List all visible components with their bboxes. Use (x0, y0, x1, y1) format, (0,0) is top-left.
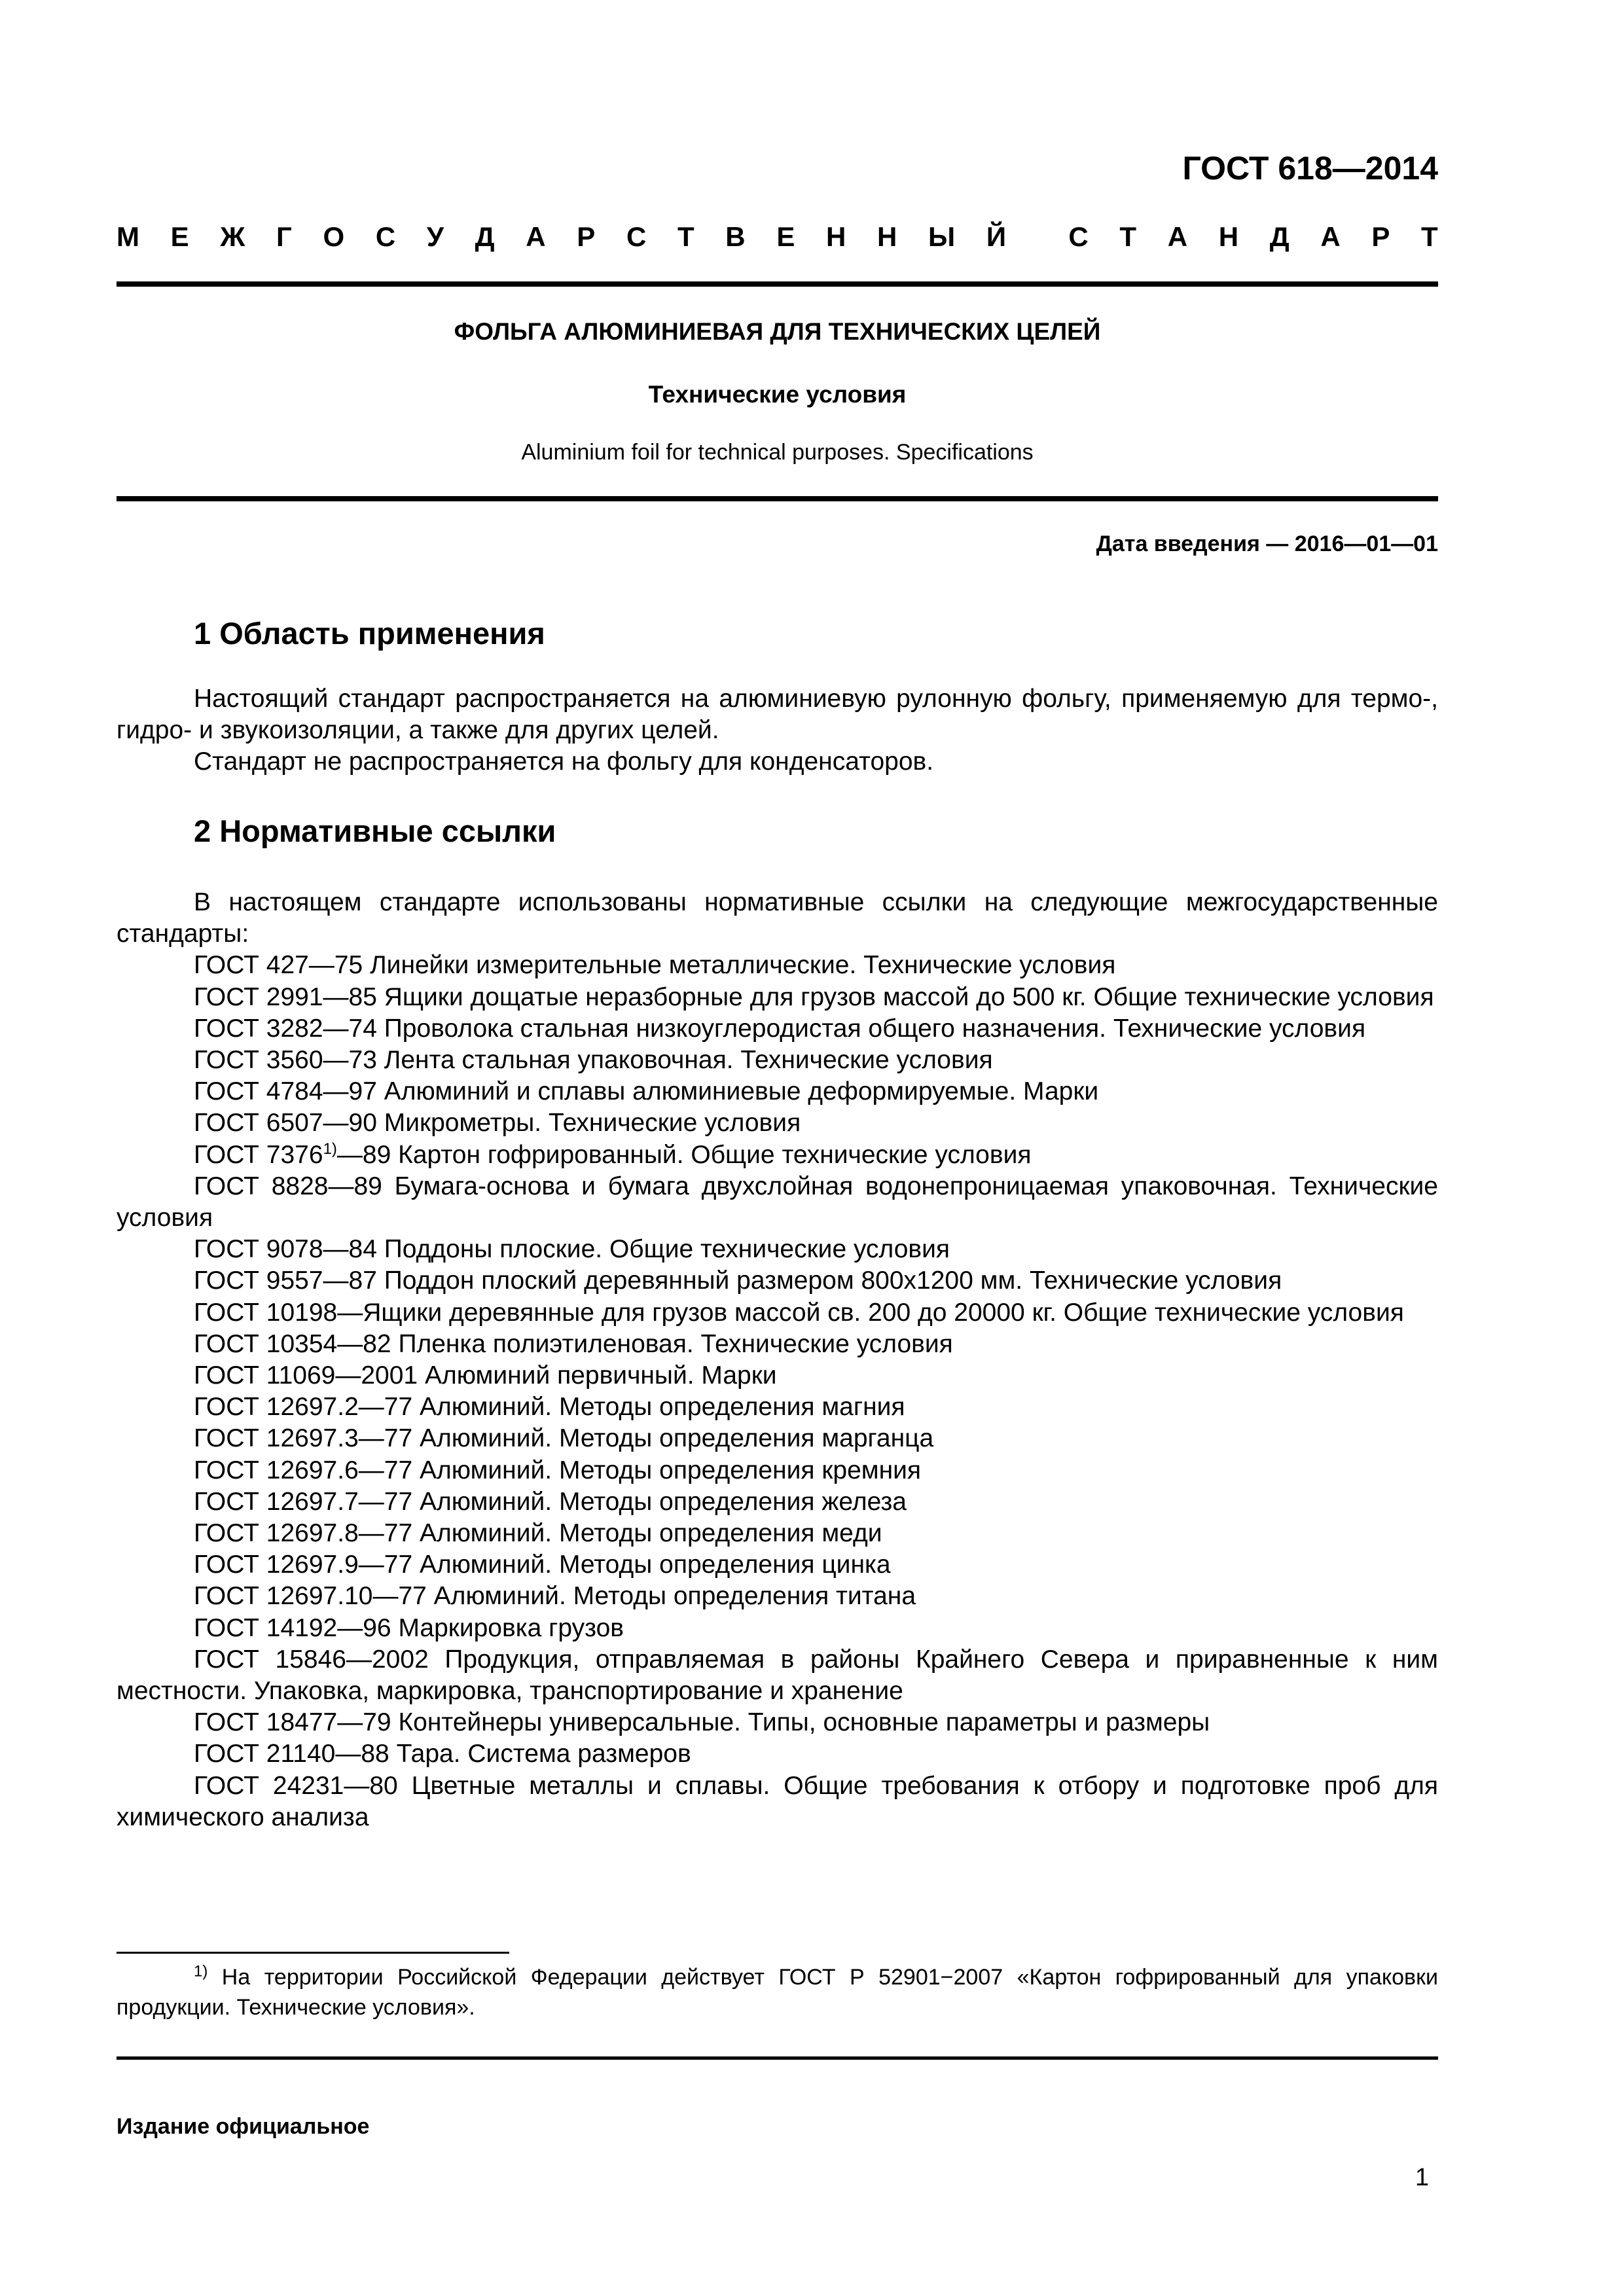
reference-item: ГОСТ 3282—74 Проволока стальная низкоуглеродистая общего назначения. Технические условия (194, 1014, 1366, 1043)
banner-letter: М (117, 221, 139, 252)
reference-item-with-footnote (117, 1139, 1438, 1171)
banner-letter: Г (276, 221, 292, 252)
banner-letter: А (1320, 221, 1341, 252)
normative-references (117, 887, 1438, 1833)
reference-item: ГОСТ 15846—2002 Продукция, отправляемая в районы Крайнего Севера и приравненные к ним местности. Упаковка, маркировка, транспортирование и хранение (117, 1645, 1438, 1706)
reference-item: ГОСТ 12697.8—77 Алюминий. Методы определения меди (194, 1519, 882, 1548)
footnote (117, 1962, 1438, 2022)
reference-item: ГОСТ 427—75 Линейки измерительные металлические. Технические условия (194, 951, 1116, 980)
banner-letter: Ы (928, 221, 956, 252)
banner-letter: Т (677, 221, 695, 252)
banner-letter: Р (1371, 221, 1390, 252)
references-intro: В настоящем стандарте использованы нормативные ссылки на следующие межгосударственные стандарты: (117, 888, 1438, 948)
banner-letter: Н (1218, 221, 1239, 252)
reference-text: —89 Картон гофрированный. Общие технические условия (336, 1140, 1032, 1169)
section-1-paragraph: Настоящий стандарт распространяется на алюминиевую рулонную фольгу, применяемую для термо-, гидро- и звукоизоляции, а также для других целей. (117, 685, 1438, 745)
header-divider (117, 281, 1438, 287)
banner-letter: Й (986, 221, 1007, 252)
reference-item: ГОСТ 10198—Ящики деревянные для грузов массой св. 200 до 20000 кг. Общие технические условия (194, 1298, 1404, 1327)
page-number: 1 (1415, 2164, 1429, 2191)
subtitle-russian: Технические условия (648, 381, 907, 408)
reference-item: ГОСТ 9557—87 Поддон плоский деревянный размером 800х1200 мм. Технические условия (194, 1266, 1282, 1295)
reference-item: ГОСТ 18477—79 Контейнеры универсальные. Типы, основные параметры и размеры (194, 1708, 1210, 1737)
reference-item: ГОСТ 12697.7—77 Алюминий. Методы определения железа (194, 1487, 907, 1516)
reference-item: ГОСТ 12697.6—77 Алюминий. Методы определения кремния (194, 1456, 922, 1484)
reference-item: ГОСТ 2991—85 Ящики дощатые неразборные для грузов массой до 500 кг. Общие технические условия (194, 982, 1434, 1011)
title-english: Aluminium foil for technical purposes. Specifications (521, 440, 1034, 465)
section-1-paragraph: Стандарт не распространяется на фольгу для конденсаторов. (194, 747, 934, 776)
footer-divider (117, 2056, 1438, 2060)
banner-letter: У (426, 221, 444, 252)
section-1-heading: 1 Область применения (194, 616, 545, 651)
reference-item: ГОСТ 6507—90 Микрометры. Технические условия (194, 1109, 801, 1138)
reference-item: ГОСТ 12697.9—77 Алюминий. Методы определения цинка (194, 1551, 891, 1579)
banner-letter: Е (170, 221, 189, 252)
banner-letter: Ж (220, 221, 245, 252)
reference-item: ГОСТ 14192—96 Маркировка грузов (194, 1613, 624, 1642)
section-1-body (117, 683, 1438, 778)
footnote-separator (117, 1952, 509, 1954)
reference-item: ГОСТ 3560—73 Лента стальная упаковочная. Технические условия (194, 1046, 993, 1075)
banner-letter: С (626, 221, 647, 252)
banner-letter: Н (826, 221, 846, 252)
banner-letter: А (1167, 221, 1188, 252)
banner-letter: С (375, 221, 396, 252)
footnote-marker: 1) (323, 1139, 337, 1158)
banner-letter: А (526, 221, 546, 252)
official-edition-label: Издание официальное (117, 2114, 370, 2139)
banner-letter: Д (1269, 221, 1290, 252)
reference-item: ГОСТ 12697.2—77 Алюминий. Методы определения магния (194, 1393, 905, 1422)
reference-item: ГОСТ 9078—84 Поддоны плоские. Общие технические условия (194, 1235, 950, 1264)
reference-item: ГОСТ 21140—88 Тара. Система размеров (194, 1740, 691, 1768)
banner-letter: Р (577, 221, 596, 252)
banner-letter: В (725, 221, 746, 252)
section-2-heading: 2 Нормативные ссылки (194, 814, 556, 848)
footnote-text: На территории Российской Федерации действует ГОСТ Р 52901−2007 «Картон гофрированный для упаковки продукции. Технические условия». (117, 1965, 1438, 2020)
reference-code: ГОСТ 7376 (194, 1140, 323, 1169)
banner-letter: Д (475, 221, 495, 252)
footnote-marker: 1) (194, 1962, 208, 1981)
reference-item: ГОСТ 12697.10—77 Алюминий. Методы определения титана (194, 1582, 916, 1611)
document-code: ГОСТ 618—2014 (1182, 150, 1438, 187)
title-divider (117, 496, 1438, 501)
reference-item: ГОСТ 4784—97 Алюминий и сплавы алюминиевые деформируемые. Марки (194, 1077, 1099, 1106)
banner-letter: Е (776, 221, 795, 252)
banner-letter: Т (1421, 221, 1438, 252)
banner-letter: С (1068, 221, 1089, 252)
reference-item: ГОСТ 12697.3—77 Алюминий. Методы определения марганца (194, 1424, 934, 1453)
title-russian: ФОЛЬГА АЛЮМИНИЕВАЯ ДЛЯ ТЕХНИЧЕСКИХ ЦЕЛЕЙ (454, 318, 1101, 345)
reference-item: ГОСТ 24231—80 Цветные металлы и сплавы. Общие требования к отбору и подготовке проб для химического анализа (117, 1771, 1438, 1831)
reference-item: ГОСТ 11069—2001 Алюминий первичный. Марки (194, 1361, 777, 1390)
reference-item: ГОСТ 10354—82 Пленка полиэтиленовая. Технические условия (194, 1329, 953, 1358)
banner-letter: Т (1119, 221, 1137, 252)
interstate-standard-banner (117, 221, 1438, 253)
reference-item: ГОСТ 8828—89 Бумага-основа и бумага двухслойная водонепроницаемая упаковочная. Технические условия (117, 1172, 1438, 1232)
banner-letter: О (323, 221, 345, 252)
introduction-date: Дата введения — 2016—01—01 (1096, 531, 1438, 556)
banner-letter: Н (877, 221, 897, 252)
